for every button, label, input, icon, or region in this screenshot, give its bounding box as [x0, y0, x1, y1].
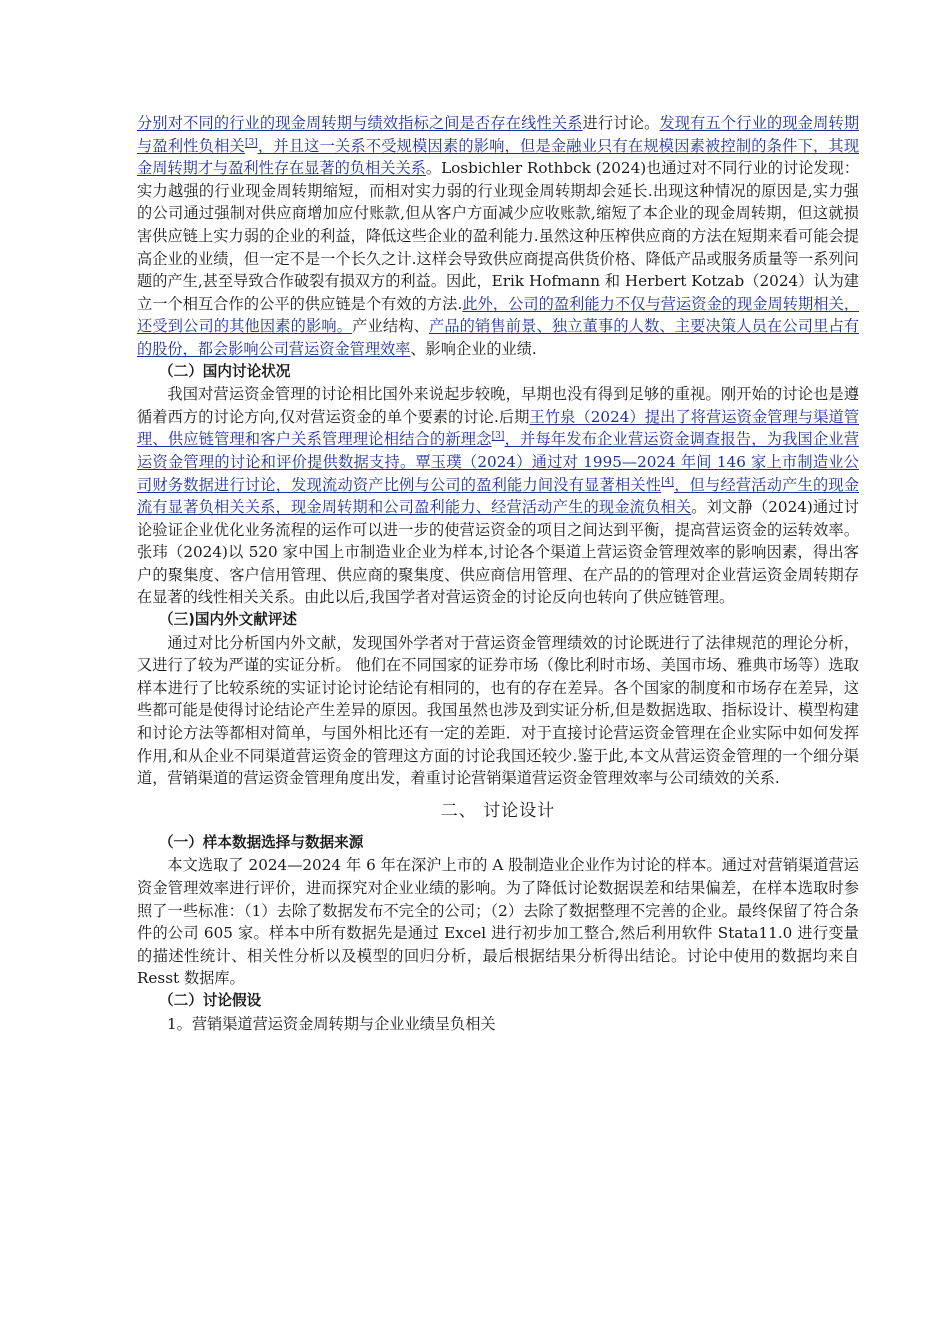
paragraph-sample-data: 本文选取了 2024—2024 年 6 年在深沪上市的 A 股制造业企业作为讨论的样本。通过对营销渠道营运资金管理效率进行评价，进而探究对企业业绩的影响。为了降低讨论数据误差和结果偏差，在样本选取时参照了一些标准：（1）去除了数据发布不完全的公司；（2）去除了数据整理不完善的企业。最终保留了符合条件的公司 605 家。样本中所有数据先是通过 Excel 进行初步加工整合,然后利用软件 Stata11.0 进行变量的描述性统计、相关性分析以及模型的回归分析，最后根据结果分析得出结论。讨论中使用的数据均来自 Resst 数据库。 [137, 856, 859, 988]
body-text: 。刘文静（2024)通过讨论验证企业优化业务流程的运作可以进一步的使营运资金的项目之间达到平衡，提高营运资金的运转效率。张玮（2024)以 520 家中国上市制造业企业为样本,讨论各个渠道上营运资金管理效率的影响因素，得出客户的聚集度、客户信用管理、供应商的聚集度、供应商信用管理、在产品的的管理对企业营运资金周转期存在显著的线性相关关系。由此以后,我国学者对营运资金的讨论反向也转向了供应链管理。 [137, 498, 860, 607]
citation-ref[interactable]: [4] [661, 476, 674, 487]
underlined-sentence[interactable]: ，并每年发布企业营运资金调查报告，为我国企业营运资金管理的讨论和评价提供数据支持。覃玉璞（2024）通过对 1995—2024 年间 146 家上市制造业公司财务数据进行讨论，发现流动资产比例与公司的盈利能力间没有显著相关性 [137, 430, 860, 494]
subheading-literature-review: （三)国内外文献评述 [159, 611, 298, 629]
underlined-sentence[interactable]: 分别对不同的行业的现金周转期与绩效指标之间是否存在线性关系 [137, 114, 583, 132]
paragraph-domestic-research [137, 383, 859, 609]
body-text: 我国对营运资金管理的讨论相比国外来说起步较晚，早期也没有得到足够的重视。刚开始的讨论也是遵循着西方的讨论方向,仅对营运资金的单个要素的讨论.后期 [137, 385, 859, 426]
underlined-sentence[interactable]: ，并且这一关系不受规模因素的影响，但是金融业只有在规模因素被控制的条件下，其现金周转期才与盈利性存在显著的负相关关系 [137, 136, 860, 178]
body-text: 、影响企业的业绩. [410, 339, 537, 358]
underlined-sentence[interactable]: 此外，公司的盈利能力不仅与营运资金的现金周转期相关，还受到公司的其他因素的影响。 [137, 294, 860, 336]
underlined-sentence[interactable]: 发现有五个行业的现金周转期与盈利性负相关 [137, 114, 860, 155]
citation-ref[interactable]: [3] [491, 431, 505, 442]
paragraph-foreign-research-continued [137, 112, 859, 361]
body-text: 产业结构、 [352, 317, 429, 336]
body-text: 。Losbichler Rothbck (2024)也通过对不同行业的讨论发现：实力越强的行业现金周转期缩短，而相对实力弱的行业现金周转期却会延长.出现这种情况的原因是,实力强的公司通过强制对供应商增加应付账款,但从客户方面减少应收账款,缩短了本企业的现金周转期，但这就损害供应链上实力弱的企业的利益，降低这些企业的盈利能力.虽然这种压榨供应商的方法在短期来看可能会提高企业的业绩，但一定不是一个长久之计.这样会导致供应商提高供货价格、降低产品或服务质量等一系列问题的产生,甚至导致合作破裂有损双方的利益。因此，Erik Hofmann 和 Herbert Kotzab（2024）认为建立一个相互合作的公平的供应链是个有效的方法. [137, 159, 860, 313]
subheading-domestic-research: （二）国内讨论状况 [159, 362, 291, 380]
hypothesis-1: 1。营销渠道营运资金周转期与企业业绩呈负相关 [167, 1014, 496, 1033]
section-title-research-design: 二、 讨论设计 [440, 800, 556, 821]
paragraph-literature-review: 通过对比分析国内外文献，发现国外学者对于营运资金管理绩效的讨论既进行了法律规范的理论分析，又进行了较为严谨的实证分析。 他们在不同国家的证券市场（像比利时市场、美国市场、雅典市场等）选取样本进行了比较系统的实证讨论讨论结论有相同的，也有的存在差异。各个国家的制度和市场存在差异，这些都可能是使得讨论结论产生差异的原因。我国虽然也涉及到实证分析,但是数据选取、指标设计、模型构建和讨论方法等都相对简单，与国外相比还有一定的差距．对于直接讨论营运资金管理在企业实际中如何发挥作用,和从企业不同渠道营运资金的管理这方面的讨论我国还较少.鉴于此,本文从营运资金管理的一个细分渠道，营销渠道的营运资金管理角度出发，着重讨论营销渠道营运资金管理效率与公司绩效的关系. [137, 633, 859, 788]
underlined-sentence[interactable]: 产品的销售前景、独立董事的人数、主要决策人员在公司里占有的股份，都会影响公司营运资金管理效率 [137, 317, 860, 358]
document-page [137, 112, 859, 1035]
body-text: 进行讨论。 [582, 114, 660, 132]
underlined-sentence[interactable]: 王竹泉（2024）提出了将营运资金管理与渠道管理、供应链管理和客户关系管理理论相结合的新理念 [137, 407, 860, 449]
citation-ref[interactable]: [3] [244, 137, 258, 148]
subheading-hypotheses: （二）讨论假设 [159, 991, 262, 1009]
subheading-sample-data: （一）样本数据选择与数据来源 [159, 833, 364, 851]
underlined-sentence[interactable]: ，但与经营活动产生的现金流有显著负相关关系，现金周转期和公司盈利能力、经营活动产生的现金流负相关 [137, 475, 860, 517]
